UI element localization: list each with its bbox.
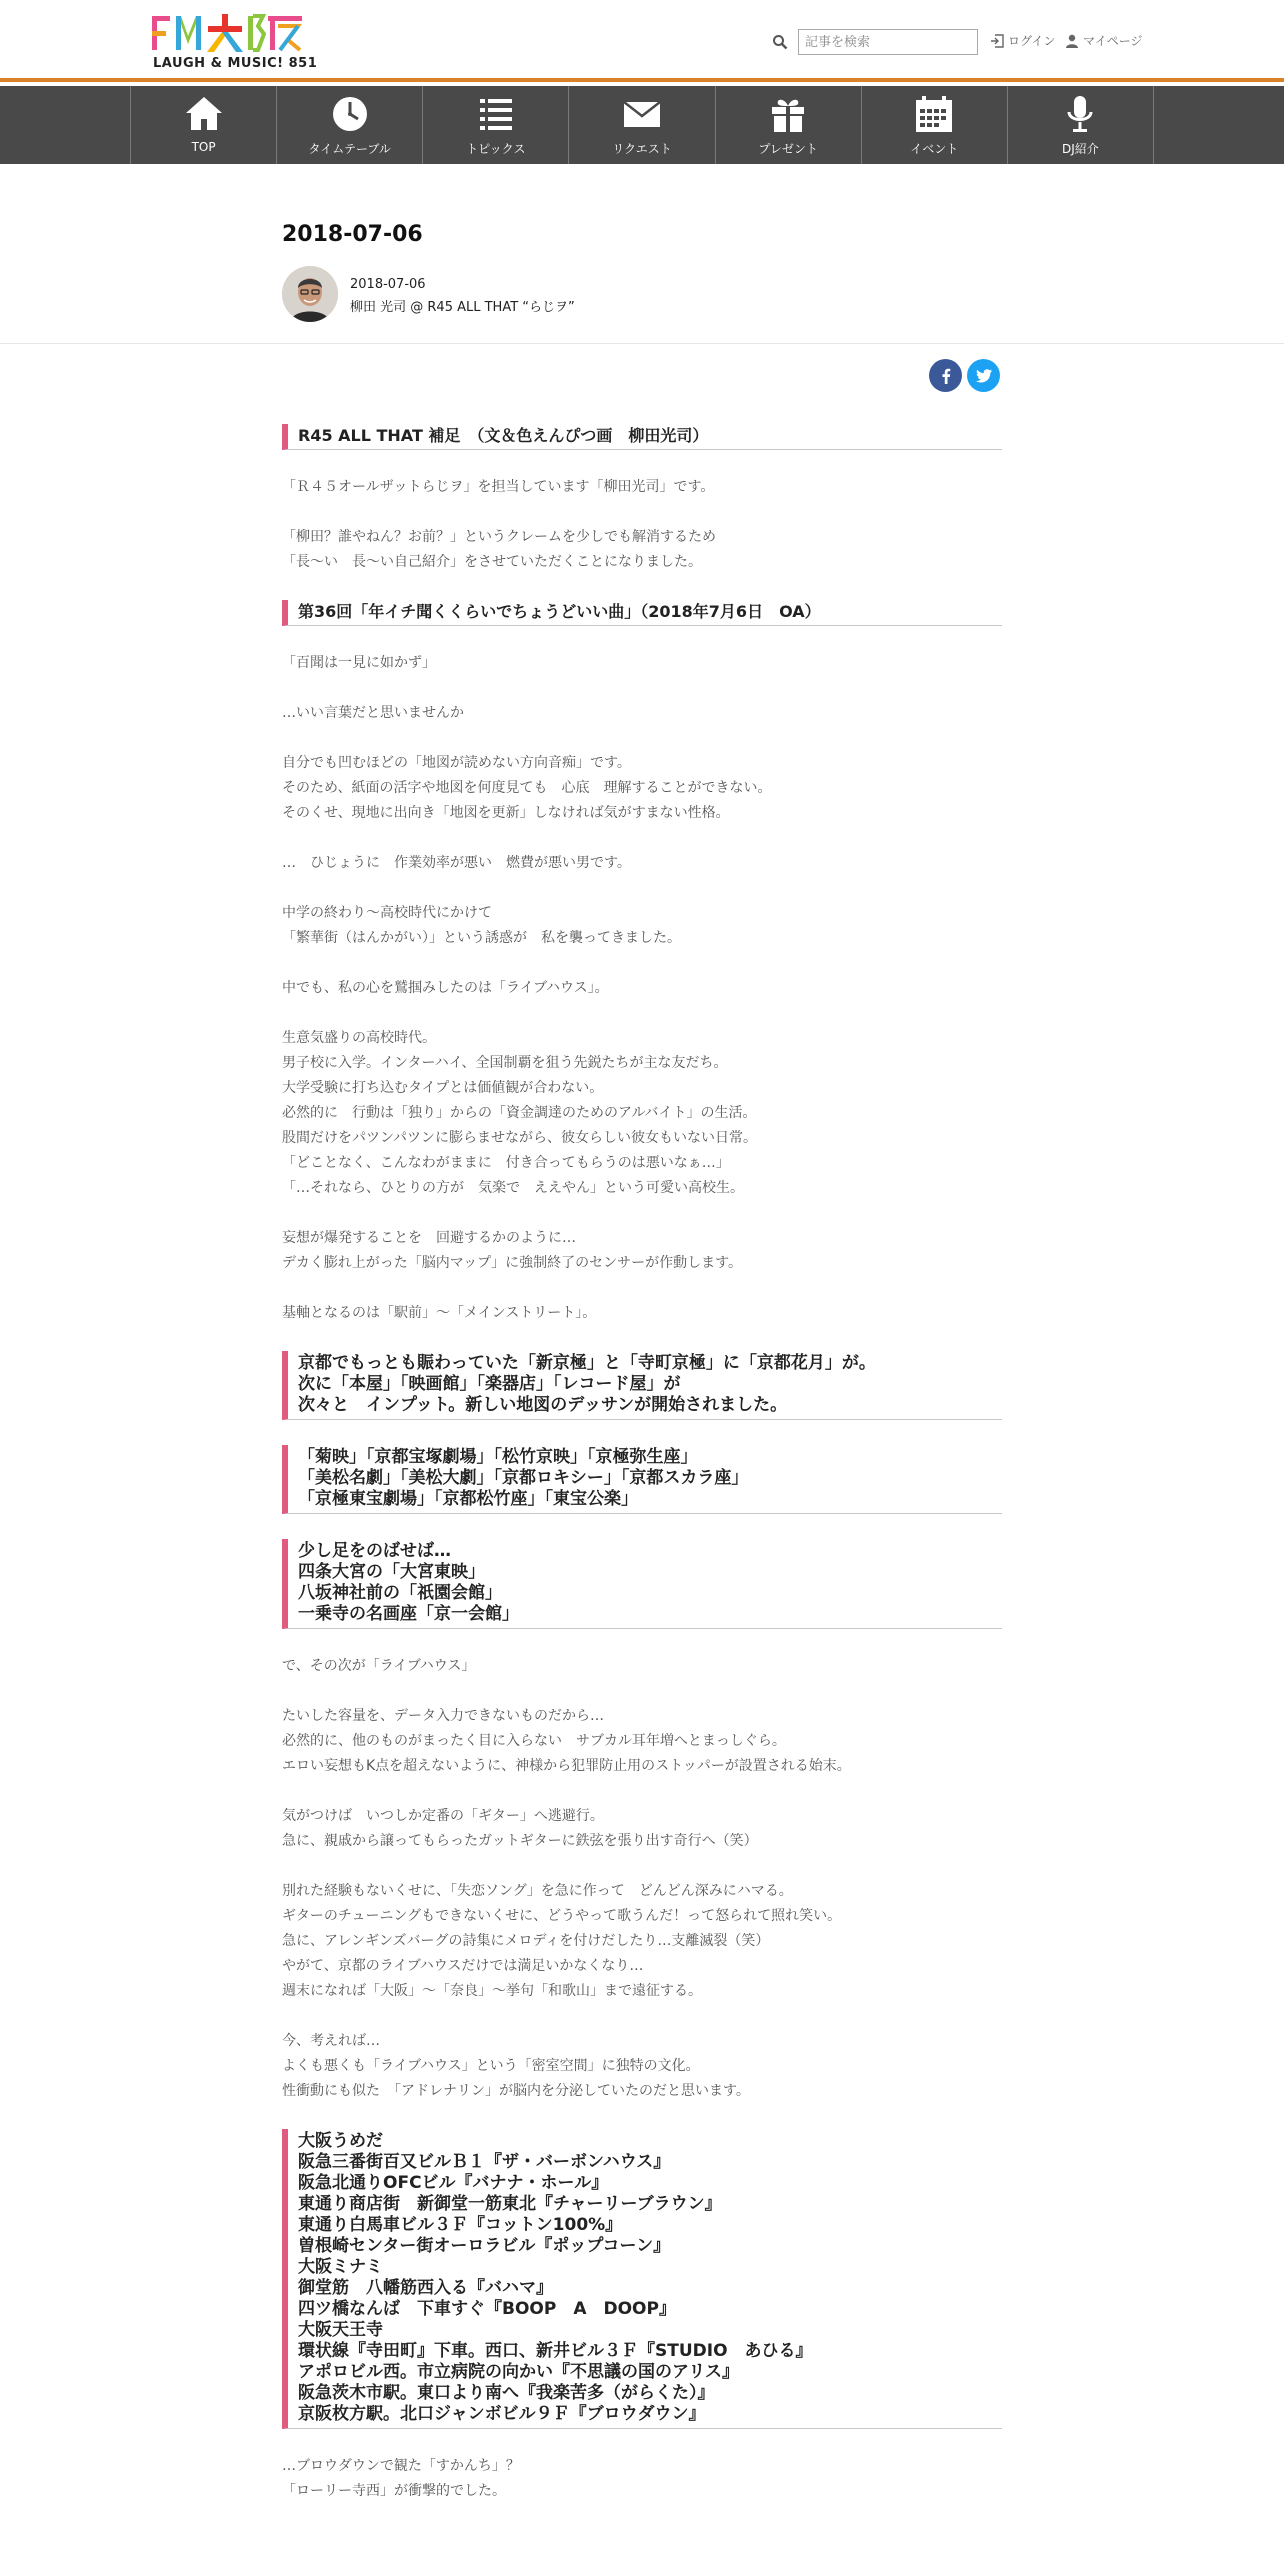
paragraph-line: 急に、アレンギンズバーグの詩集にメロディを付けだしたり…支離滅裂（笑） <box>282 1933 770 1949</box>
spacer <box>282 726 1002 751</box>
section-heading: R45 ALL THAT 補足 （文＆色えんぴつ画 柳田光司） <box>282 424 1002 450</box>
spacer <box>282 500 1002 525</box>
paragraph-line: 今、考えれば… <box>282 2033 380 2049</box>
spacer <box>282 1420 1002 1445</box>
author-portrait-icon <box>282 266 338 322</box>
highlight-line: 曽根崎センター街オーロラビル『ポップコーン』 <box>298 2236 671 2256</box>
spacer <box>282 1679 1002 1704</box>
global-nav <box>0 86 1284 164</box>
highlight-line: 御堂筋 八幡筋西入る『バハマ』 <box>298 2278 553 2298</box>
paragraph-line: 週末になれば「大阪」～「奈良」～挙句「和歌山」まで遠征する。 <box>282 1983 702 1999</box>
paragraph-line: 必然的に、他のものがまったく目に入らない サブカル耳年増へとまっしぐら。 <box>282 1733 786 1749</box>
highlight-line: 京阪枚方駅。北口ジャンボビル９Ｆ『ブロウダウン』 <box>298 2404 706 2424</box>
spacer <box>282 575 1002 600</box>
spacer <box>282 626 1002 651</box>
paragraph-line: 「百聞は一見に如かず」 <box>282 655 436 671</box>
spacer <box>282 1629 1002 1654</box>
site-header <box>0 0 1284 82</box>
paragraph-line: 必然的に 行動は「独り」からの「資金調達のためのアルバイト」の生活。 <box>282 1105 757 1121</box>
facebook-share-button[interactable] <box>929 359 962 392</box>
spacer <box>282 1001 1002 1026</box>
header-divider <box>0 343 1284 344</box>
paragraph-line: … ひじょうに 作業効率が悪い 燃費が悪い男です。 <box>282 855 631 871</box>
paragraph-line: …いい言葉だと思いませんか <box>282 705 464 721</box>
paragraph-line: 「繁華街（はんかがい）」という誘惑が 私を襲ってきました。 <box>282 930 681 946</box>
spacer <box>282 1854 1002 1879</box>
paragraph-line: ギターのチューニングもできないくせに、どうやって歌うんだ！って怒られて照れ笑い。 <box>282 1908 842 1924</box>
spacer <box>282 2004 1002 2029</box>
nav-dj-label: DJ紹介 <box>1062 142 1099 156</box>
section-heading: 第36回「年イチ聞くくらいでちょうどいい曲」（2018年7月6日 OA） <box>282 600 1002 626</box>
paragraph-line: 大学受験に打ち込むタイプとは価値観が合わない。 <box>282 1080 604 1096</box>
paragraph-line: 別れた経験もないくせに、「失恋ソング」を急に作って どんどん深みにハマる。 <box>282 1883 793 1899</box>
paragraph-line: 「どことなく、こんなわがままに 付き合ってもらうのは悪いなぁ…」 <box>282 1155 730 1171</box>
paragraph-line: 男子校に入学。インターハイ、全国制覇を狙う先鋭たちが主な友だち。 <box>282 1055 728 1071</box>
spacer <box>282 450 1002 475</box>
list-icon <box>475 94 517 134</box>
paragraph-line: で、その次が「ライブハウス」 <box>282 1658 476 1674</box>
nav-topics-label: トピックス <box>466 142 526 156</box>
mypage-label: マイページ <box>1083 34 1143 48</box>
nav-event[interactable] <box>862 86 1008 164</box>
user-icon <box>1065 34 1079 48</box>
page-title: 2018-07-06 <box>282 222 423 247</box>
spacer <box>282 676 1002 701</box>
highlight-heading <box>282 2129 1002 2429</box>
highlight-line: 四条大宮の「大宮東映」 <box>298 1562 485 1582</box>
author-avatar[interactable] <box>282 266 338 322</box>
post-author[interactable]: 柳田 光司 @ R45 ALL THAT “らじヲ” <box>350 300 575 315</box>
nav-request[interactable] <box>569 86 715 164</box>
clock-icon <box>329 94 371 134</box>
highlight-line: 一乗寺の名画座「京一会館」 <box>298 1604 519 1624</box>
nav-topics[interactable] <box>423 86 569 164</box>
home-icon <box>183 94 225 134</box>
nav-dj[interactable] <box>1008 86 1154 164</box>
spacer <box>282 2429 1002 2454</box>
highlight-line: 次々と インプット。新しい地図のデッサンが開始されました。 <box>298 1395 788 1415</box>
calendar-icon <box>913 94 955 134</box>
spacer <box>282 1779 1002 1804</box>
gift-icon <box>767 94 809 134</box>
paragraph-line: やがて、京都のライブハウスだけでは満足いかなくなり… <box>282 1958 644 1974</box>
login-label: ログイン <box>1008 34 1056 48</box>
nav-top[interactable] <box>131 86 277 164</box>
paragraph-line: 基軸となるのは「駅前」～「メインストリート」。 <box>282 1305 597 1321</box>
paragraph-line: 「長～い 長～い自己紹介」をさせていただくことになりました。 <box>282 554 702 570</box>
highlight-line: 次に「本屋」「映画館」「楽器店」「レコード屋」が <box>298 1374 681 1394</box>
logo-tagline: LAUGH & MUSIC! 851 <box>153 56 318 71</box>
highlight-line: 「京極東宝劇場」「京都松竹座」「東宝公楽」 <box>298 1489 638 1509</box>
paragraph-line: そのくせ、現地に出向き「地図を更新」しなければ気がすまない性格。 <box>282 805 730 821</box>
mypage-link[interactable] <box>1065 32 1143 49</box>
spacer <box>282 1514 1002 1539</box>
spacer <box>282 1201 1002 1226</box>
nav-top-label: TOP <box>191 140 216 154</box>
highlight-heading <box>282 1539 1002 1629</box>
paragraph-line: 「柳田？誰やねん？お前？」というクレームを少しでも解消するため <box>282 529 716 545</box>
nav-event-label: イベント <box>910 142 959 156</box>
twitter-share-button[interactable] <box>967 359 1000 392</box>
highlight-line: 大阪ミナミ <box>298 2257 383 2277</box>
paragraph-line: 「…それなら、ひとりの方が 気楽で ええやん」という可愛い高校生。 <box>282 1180 744 1196</box>
paragraph-line: …ブロウダウンで観た「すかんち」？ <box>282 2458 520 2474</box>
highlight-line: 「美松名劇」「美松大劇」「京都ロキシー」「京都スカラ座」 <box>298 1468 749 1488</box>
site-logo[interactable] <box>152 12 318 72</box>
highlight-heading <box>282 1445 1002 1514</box>
spacer <box>282 876 1002 901</box>
search-input[interactable] <box>798 29 978 55</box>
paragraph-line: 「ローリー寺西」が衝撃的でした。 <box>282 2483 506 2499</box>
highlight-line: 京都でもっとも賑わっていた「新京極」と「寺町京極」に「京都花月」が。 <box>298 1353 876 1373</box>
search-icon[interactable] <box>772 34 788 50</box>
paragraph-line: デカく膨れ上がった「脳内マップ」に強制終了のセンサーが作動します。 <box>282 1255 743 1271</box>
highlight-line: 大阪うめだ <box>298 2131 383 2151</box>
paragraph-line: 自分でも凹むほどの「地図が読めない方向音痴」です。 <box>282 755 631 771</box>
paragraph-line: エロい妄想もK点を超えないように、神様から犯罪防止用のストッパーが設置される始末。 <box>282 1758 851 1774</box>
paragraph-line: 生意気盛りの高校時代。 <box>282 1030 436 1046</box>
spacer <box>282 1326 1002 1351</box>
paragraph-line: 性衝動にも似た 「アドレナリン」が脳内を分泌していたのだと思います。 <box>282 2083 750 2099</box>
spacer <box>282 826 1002 851</box>
highlight-line: 阪急三番街百又ビルＢ１『ザ・バーボンハウス』 <box>298 2152 671 2172</box>
highlight-line: 「菊映」「京都宝塚劇場」「松竹京映」「京極弥生座」 <box>298 1447 698 1467</box>
highlight-line: 環状線『寺田町』下車。西口、新井ビル３Ｆ『STUDIO あひる』 <box>298 2341 813 2361</box>
paragraph-line: 中学の終わり～高校時代にかけて <box>282 905 492 921</box>
login-link[interactable] <box>990 32 1055 49</box>
highlight-line: 八坂神社前の「祇園会館」 <box>298 1583 502 1603</box>
paragraph-line: そのため、紙面の活字や地図を何度見ても 心底 理解することができない。 <box>282 780 772 796</box>
spacer <box>282 951 1002 976</box>
highlight-line: 大阪天王寺 <box>298 2320 383 2340</box>
highlight-line: 四ツ橋なんば 下車すぐ『BOOP A DOOP』 <box>298 2299 676 2319</box>
paragraph-line: 気がつけば いつしか定番の「ギター」へ逃避行。 <box>282 1808 604 1824</box>
fm-osaka-logo-icon <box>152 12 304 54</box>
article-body <box>282 424 1002 2504</box>
paragraph-line: 妄想が爆発することを 回避するかのように… <box>282 1230 576 1246</box>
twitter-icon <box>976 369 992 383</box>
paragraph-line: 「Ｒ４５オールザットらじヲ」を担当しています「柳田光司」です。 <box>282 479 715 495</box>
highlight-heading <box>282 1351 1002 1420</box>
login-icon <box>990 34 1004 48</box>
nav-timetable-label: タイムテーブル <box>308 142 391 156</box>
highlight-line: 少し足をのばせば… <box>298 1541 451 1561</box>
nav-present[interactable] <box>716 86 862 164</box>
nav-request-label: リクエスト <box>612 142 672 156</box>
highlight-line: アポロビル西。市立病院の向かい『不思議の国のアリス』 <box>298 2362 739 2382</box>
post-date: 2018-07-06 <box>350 277 426 292</box>
highlight-line: 東通り商店街 新御堂一筋東北『チャーリーブラウン』 <box>298 2194 722 2214</box>
paragraph-line: たいした容量を、データ入力できないものだから… <box>282 1708 604 1724</box>
nav-present-label: プレゼント <box>758 142 818 156</box>
envelope-icon <box>621 94 663 134</box>
spacer <box>282 2104 1002 2129</box>
search-bar <box>772 29 978 55</box>
spacer <box>282 1276 1002 1301</box>
highlight-line: 東通り白馬車ビル３Ｆ『コットン100%』 <box>298 2215 623 2235</box>
facebook-icon <box>939 368 953 384</box>
nav-timetable[interactable] <box>277 86 423 164</box>
highlight-line: 阪急茨木市駅。東口より南へ『我楽苦多（がらくた）』 <box>298 2383 715 2403</box>
paragraph-line: 中でも、私の心を鷲掴みしたのは「ライブハウス」。 <box>282 980 609 996</box>
highlight-line: 阪急北通りOFCビル『バナナ・ホール』 <box>298 2173 609 2193</box>
paragraph-line: 股間だけをパツンパツンに膨らませながら、彼女らしい彼女もいない日常。 <box>282 1130 758 1146</box>
paragraph-line: よくも悪くも「ライブハウス」という「密室空間」に独特の文化。 <box>282 2058 700 2074</box>
paragraph-line: 急に、親戚から譲ってもらったガットギターに鉄弦を張り出す奇行へ（笑） <box>282 1833 758 1849</box>
microphone-icon <box>1059 94 1101 134</box>
